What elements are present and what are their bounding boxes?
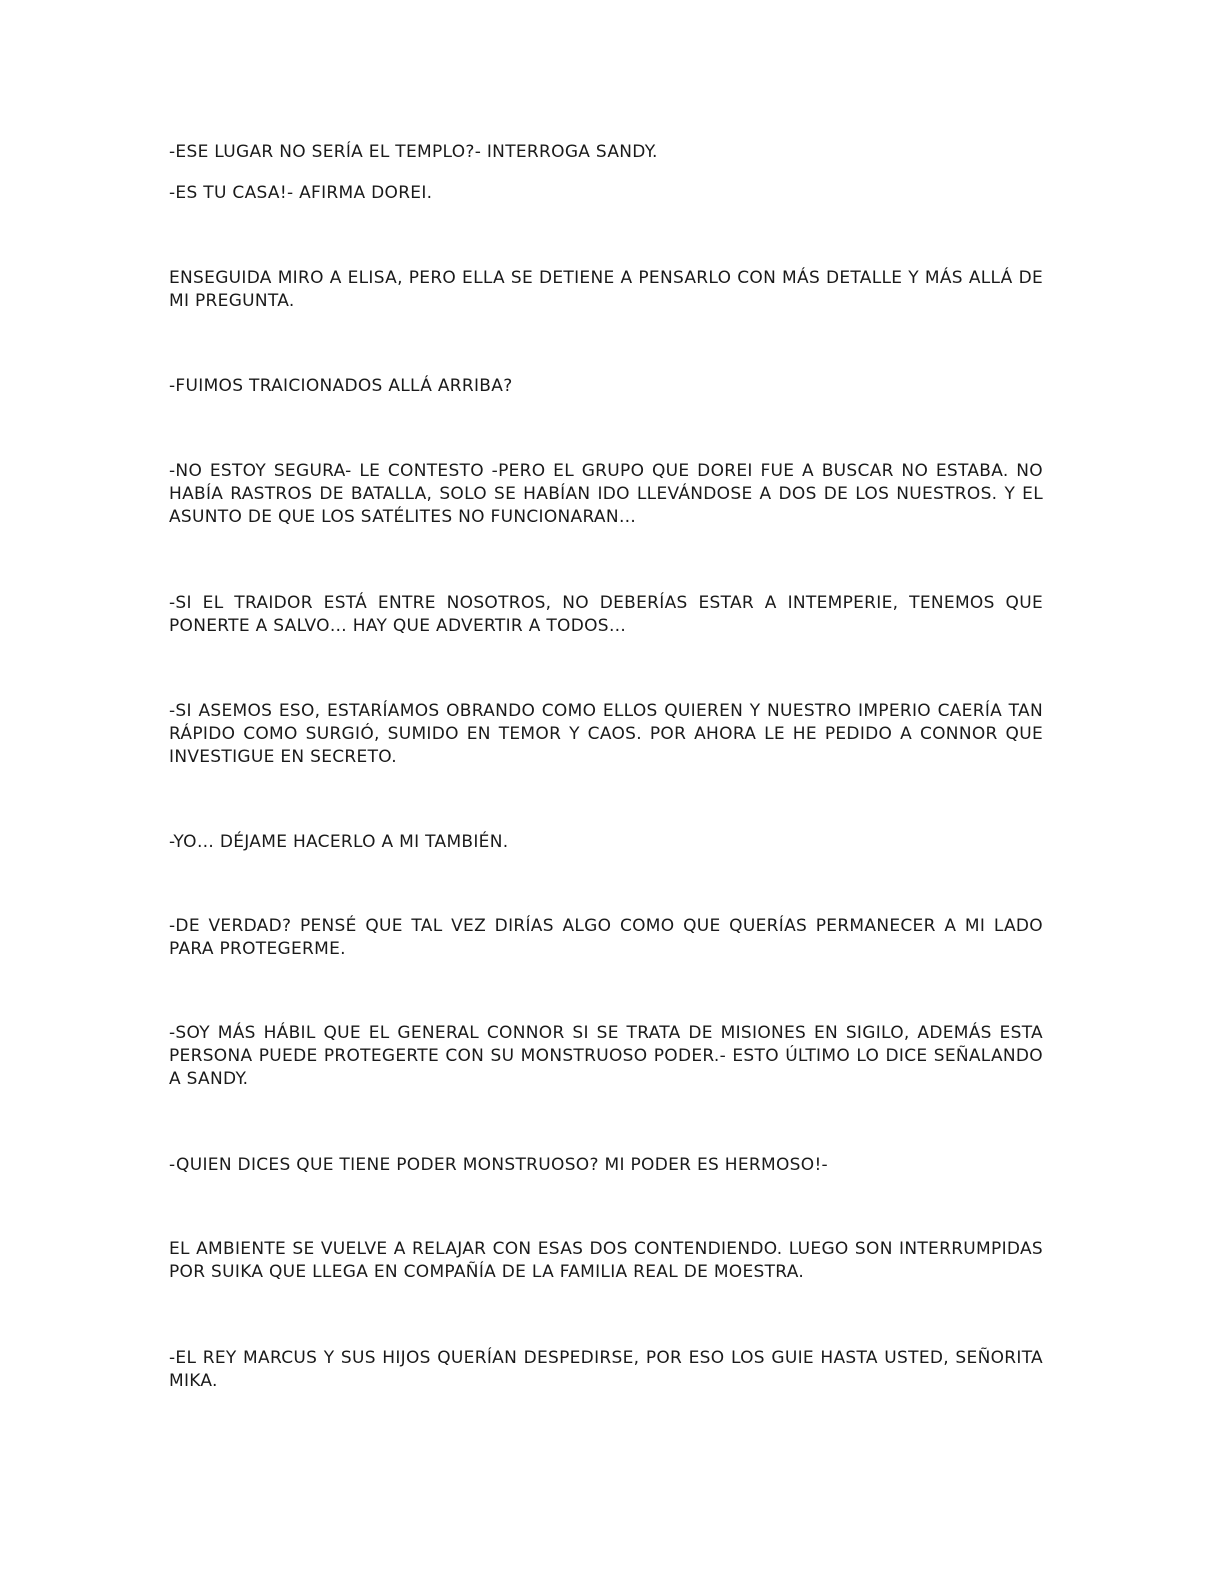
paragraph-5: -NO ESTOY SEGURA- LE CONTESTO -PERO EL GRUPO QUE DOREI FUE A BUSCAR NO ESTABA. NO HABÍA RASTROS DE BATALLA, SOLO SE HABÍAN IDO LLEVÁNDOSE A DOS DE LOS NUESTROS. Y EL ASUNTO DE QUE LOS SATÉLITES NO FUNCIONARAN… — [169, 461, 1043, 527]
paragraph-11: -QUIEN DICES QUE TIENE PODER MONSTRUOSO? MI PODER ES HERMOSO!- — [169, 1155, 828, 1175]
paragraph-1: -ESE LUGAR NO SERÍA EL TEMPLO?- INTERROGA SANDY. — [169, 142, 658, 162]
paragraph-12: EL AMBIENTE SE VUELVE A RELAJAR CON ESAS DOS CONTENDIENDO. LUEGO SON INTERRUMPIDAS POR SUIKA QUE LLEGA EN COMPAÑÍA DE LA FAMILIA REAL DE MOESTRA. — [169, 1239, 1043, 1282]
paragraph-4: -FUIMOS TRAICIONADOS ALLÁ ARRIBA? — [169, 376, 513, 396]
paragraph-3: ENSEGUIDA MIRO A ELISA, PERO ELLA SE DETIENE A PENSARLO CON MÁS DETALLE Y MÁS ALLÁ DE MI PREGUNTA. — [169, 268, 1043, 311]
paragraph-7: -SI ASEMOS ESO, ESTARÍAMOS OBRANDO COMO ELLOS QUIEREN Y NUESTRO IMPERIO CAERÍA TAN RÁPIDO COMO SURGIÓ, SUMIDO EN TEMOR Y CAOS. POR AHORA LE HE PEDIDO A CONNOR QUE INVESTIGUE EN SECRETO. — [169, 701, 1043, 767]
paragraph-6: -SI EL TRAIDOR ESTÁ ENTRE NOSOTROS, NO DEBERÍAS ESTAR A INTEMPERIE, TENEMOS QUE PONERTE A SALVO… HAY QUE ADVERTIR A TODOS… — [169, 593, 1043, 636]
paragraph-13: -EL REY MARCUS Y SUS HIJOS QUERÍAN DESPEDIRSE, POR ESO LOS GUIE HASTA USTED, SEÑORITA MIKA. — [169, 1348, 1043, 1391]
paragraph-2: -ES TU CASA!- AFIRMA DOREI. — [169, 183, 433, 203]
paragraph-8: -YO… DÉJAME HACERLO A MI TAMBIÉN. — [169, 832, 509, 852]
paragraph-9: -DE VERDAD? PENSÉ QUE TAL VEZ DIRÍAS ALGO COMO QUE QUERÍAS PERMANECER A MI LADO PARA PROTEGERME. — [169, 916, 1043, 959]
paragraph-10: -SOY MÁS HÁBIL QUE EL GENERAL CONNOR SI SE TRATA DE MISIONES EN SIGILO, ADEMÁS ESTA PERSONA PUEDE PROTEGERTE CON SU MONSTRUOSO PODER.- ESTO ÚLTIMO LO DICE SEÑALANDO A SANDY. — [169, 1023, 1043, 1089]
